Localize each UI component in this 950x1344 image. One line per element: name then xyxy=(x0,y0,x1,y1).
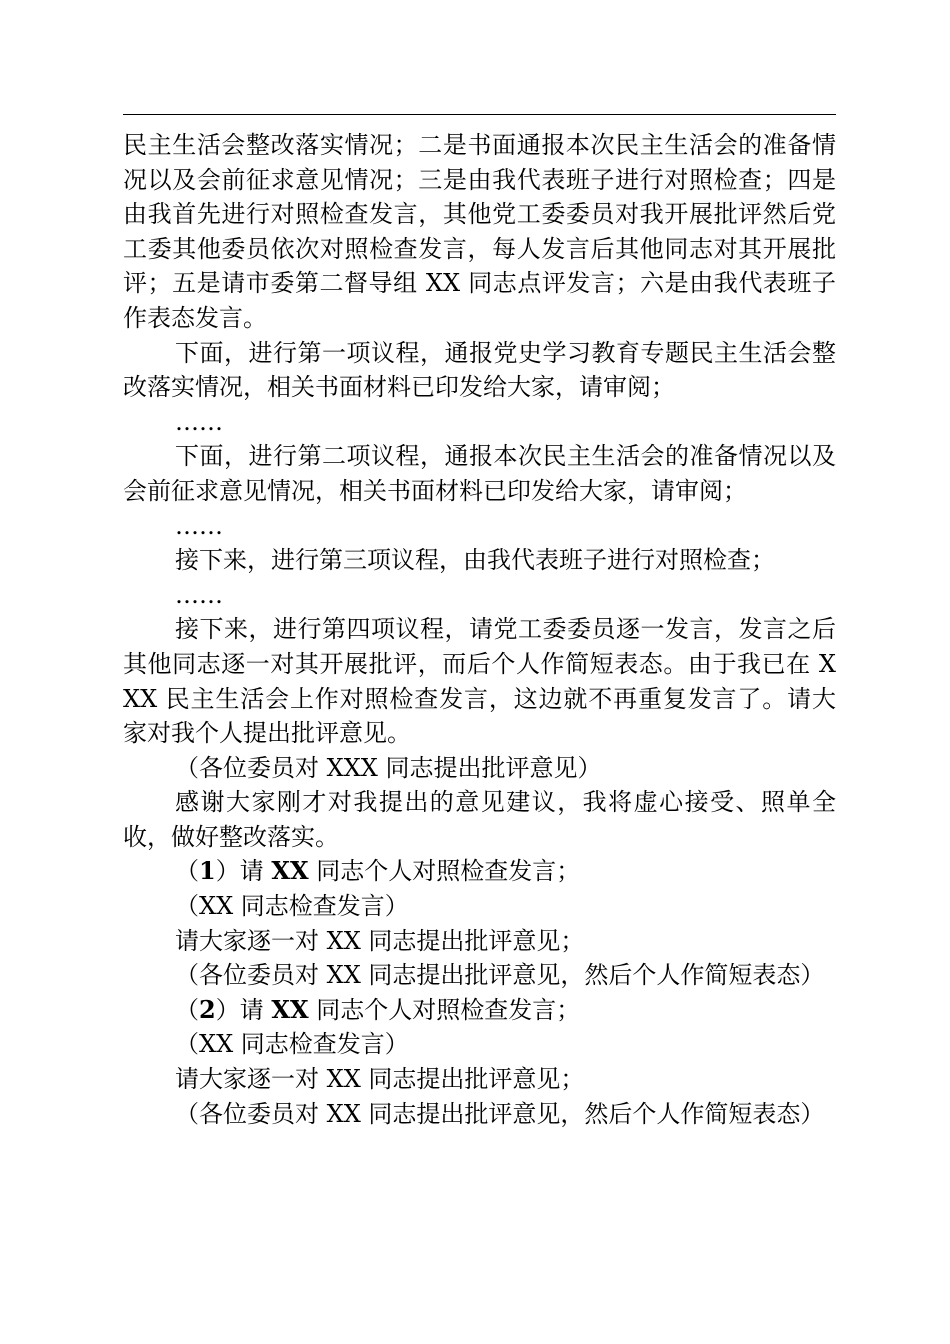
paragraph-item-two: 下面，进行第二项议程，通报本次民主生活会的准备情况以及会前征求意见情况，相关书面材料已印发给大家，请审阅； xyxy=(123,442,836,505)
paragraph-ellipsis: …… xyxy=(175,511,223,540)
paragraph-speaker-one xyxy=(123,854,836,889)
paragraph-request-criticism: 请大家逐一对 XX 同志提出批评意见； xyxy=(175,926,585,955)
open-paren: （ xyxy=(175,995,199,1024)
paragraph-item-three: 接下来，进行第三项议程，由我代表班子进行对照检查； xyxy=(175,546,775,575)
paragraph-note-statement: （各位委员对 XX 同志提出批评意见，然后个人作简短表态） xyxy=(175,1099,825,1128)
speaker-text: 同志个人对照检查发言； xyxy=(308,995,581,1024)
document-body xyxy=(123,128,836,1131)
paragraph-request-criticism: 请大家逐一对 XX 同志提出批评意见； xyxy=(175,1065,585,1094)
paragraph-item-one: 下面，进行第一项议程，通报党史学习教育专题民主生活会整改落实情况，相关书面材料已印发给大家，请审阅； xyxy=(123,338,836,402)
open-paren: （ xyxy=(175,857,199,886)
paragraph-note-statement: （各位委员对 XX 同志提出批评意见，然后个人作简短表态） xyxy=(175,961,825,990)
paragraph-note-speech: （XX 同志检查发言） xyxy=(175,892,409,921)
speaker-number: 1 xyxy=(199,856,216,886)
paragraph-item-four: 接下来，进行第四项议程，请党工委委员逐一发言，发言之后其他同志逐一对其开展批评，而后个人作简短表态。由于我已在 XXX 民主生活会上作对照检查发言，这边就不再重复发言了。请大家对我个人提出批评意见。 xyxy=(123,615,836,748)
close-paren-please: ）请 xyxy=(215,995,272,1024)
paragraph-ellipsis: …… xyxy=(175,580,223,609)
paragraph-thanks: 感谢大家刚才对我提出的意见建议，我将虚心接受、照单全收，做好整改落实。 xyxy=(123,788,836,851)
speaker-name: XX xyxy=(271,994,309,1024)
speaker-text: 同志个人对照检查发言； xyxy=(308,857,581,886)
speaker-number: 2 xyxy=(199,994,216,1024)
speaker-name: XX xyxy=(271,856,309,886)
paragraph-agenda-continued: 民主生活会整改落实情况；二是书面通报本次民主生活会的准备情况以及会前征求意见情况；三是由我代表班子进行对照检查；四是由我首先进行对照检查发言，其他党工委委员对我开展批评然后党工委其他委员依次对照检查发言，每人发言后其他同志对其开展批评；五是请市委第二督导组 XX 同志点评发言；六是由我代表班子作表态发言。 xyxy=(123,131,836,332)
header-rule xyxy=(123,114,836,115)
paragraph-note-criticism: （各位委员对 XXX 同志提出批评意见） xyxy=(175,753,602,782)
paragraph-ellipsis: …… xyxy=(175,407,223,436)
paragraph-speaker-two xyxy=(123,993,836,1028)
paragraph-note-speech: （XX 同志检查发言） xyxy=(175,1030,409,1059)
close-paren-please: ）请 xyxy=(215,857,272,886)
